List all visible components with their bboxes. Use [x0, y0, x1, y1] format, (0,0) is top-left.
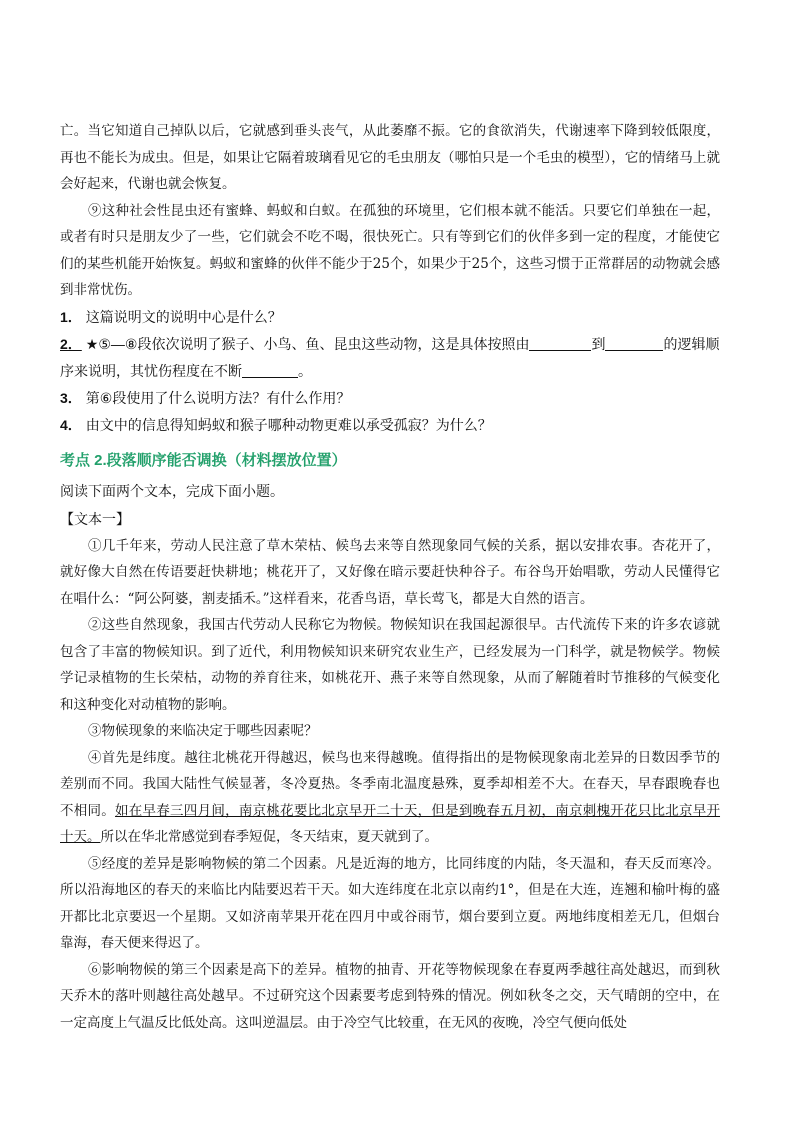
answer-blank-1[interactable]	[529, 336, 591, 351]
paragraph-4-underlined: 如在早春三四月间，南京桃花要比北京早开二十天，但是到晚春五月初，南京刺槐开花只比北京早开十天。	[60, 802, 721, 845]
question-text-part-c: 的逻辑顺序来说明，其忧伤程度在不断	[60, 335, 720, 379]
question-2	[60, 331, 720, 385]
question-3	[60, 385, 720, 412]
question-4	[60, 412, 720, 439]
paragraph-4-part-a: ④首先是纬度。越往北桃花开得越迟，候鸟也来得越晚。值得指出的是物候现象南北差异的日数因季节的差别而不同。我国大陆性气候显著，冬冷夏热。冬季南北温度悬殊，夏季却相差不大。在春天，早春跟晚春也不相同。	[60, 749, 720, 819]
question-number: 2．	[60, 335, 82, 352]
question-text-part-d: 。	[298, 362, 312, 379]
text-one-label: 【文本一】	[60, 510, 130, 527]
paragraph-8-continuation: 亡。当它知道自己掉队以后，它就感到垂头丧气，从此萎靡不振。它的食欲消失，代谢速率下降到较低限度，再也不能长为成虫。但是，如果让它隔着玻璃看见它的毛虫朋友（哪怕只是一个毛虫的模型），它的情绪马上就会好起来，代谢也就会恢复。	[60, 123, 720, 192]
section-heading: 考点 2.段落顺序能否调换（材料摆放位置）	[60, 451, 347, 469]
question-number: 4．	[60, 416, 82, 433]
answer-blank-3[interactable]	[242, 363, 298, 378]
question-number: 3．	[60, 389, 82, 406]
document-content	[60, 118, 720, 1036]
question-text: 这篇说明文的说明中心是什么？	[85, 308, 282, 325]
question-text: 第⑥段使用了什么说明方法？有什么作用？	[85, 389, 351, 406]
text-one-paragraph-2: ②这些自然现象，我国古代劳动人民称它为物候。物候知识在我国起源很早。古代流传下来的许多农谚就包含了丰富的物候知识。到了近代，利用物候知识来研究农业生产，已经发展为一门科学，就是物候学。物候学记录植物的生长荣枯，动物的养育往来，如桃花开、燕子来等自然现象，从而了解随着时节推移的气候变化和这种变化对动植物的影响。	[60, 617, 720, 713]
star-icon: ★	[85, 335, 99, 352]
text-one-paragraph-1: ①几千年来，劳动人民注意了草木荣枯、候鸟去来等自然现象同气候的关系，据以安排农事。杏花开了，就好像大自然在传语要赶快耕地；桃花开了，又好像在暗示要赶快种谷子。布谷鸟开始唱歌，劳动人民懂得它在唱什么：“阿公阿婆，割麦插禾。”这样看来，花香鸟语，草长莺飞，都是大自然的语言。	[60, 537, 720, 607]
question-1	[60, 304, 720, 331]
answer-blank-2[interactable]	[605, 336, 663, 351]
text-one-paragraph-6: ⑥影响物候的第三个因素是高下的差异。植物的抽青、开花等物候现象在春夏两季越往高处越迟，而到秋天乔木的落叶则越往高处越早。不过研究这个因素要考虑到特殊的情况。例如秋冬之交，天气晴朗的空中，在一定高度上气温反比低处高。这叫逆温层。由于冷空气比较重，在无风的夜晚，冷空气便向低处	[60, 961, 720, 1031]
question-number: 1．	[60, 308, 82, 325]
reading-instruction: 阅读下面两个文本，完成下面小题。	[60, 482, 284, 499]
question-text-part-b: 到	[591, 335, 606, 352]
question-text: 由文中的信息得知蚂蚁和猴子哪种动物更难以承受孤寂？为什么？	[85, 416, 492, 433]
question-text-part-a: ⑤—⑧段依次说明了猴子、小鸟、鱼、昆虫这些动物，这是具体按照由	[98, 335, 530, 352]
paragraph-9: ⑨这种社会性昆虫还有蜜蜂、蚂蚁和白蚁。在孤独的环境里，它们根本就不能活。只要它们单独在一起，或者有时只是朋友少了一些，它们就会不吃不喝，很快死亡。只有等到它们的伙伴多到一定的程度，才能使它们的某些机能开始恢复。蚂蚁和蜜蜂的伙伴不能少于25个，如果少于25个，这些习惯于正常群居的动物就会感到非常忧伤。	[60, 202, 720, 298]
text-one-paragraph-3: ③物候现象的来临决定于哪些因素呢？	[88, 723, 318, 739]
paragraph-4-part-b: 所以在华北常感觉到春季短促，冬天结束，夏天就到了。	[100, 829, 438, 845]
text-one-paragraph-4	[60, 745, 720, 851]
text-one-paragraph-5: ⑤经度的差异是影响物候的第二个因素。凡是近海的地方，比同纬度的内陆，冬天温和，春天反而寒冷。所以沿海地区的春天的来临比内陆要迟若干天。如大连纬度在北京以南约1°，但是在大连，连翘和榆叶梅的盛开都比北京要迟一个星期。又如济南苹果开花在四月中或谷雨节，烟台要到立夏。两地纬度相差无几，但烟台靠海，春天便来得迟了。	[60, 855, 720, 951]
